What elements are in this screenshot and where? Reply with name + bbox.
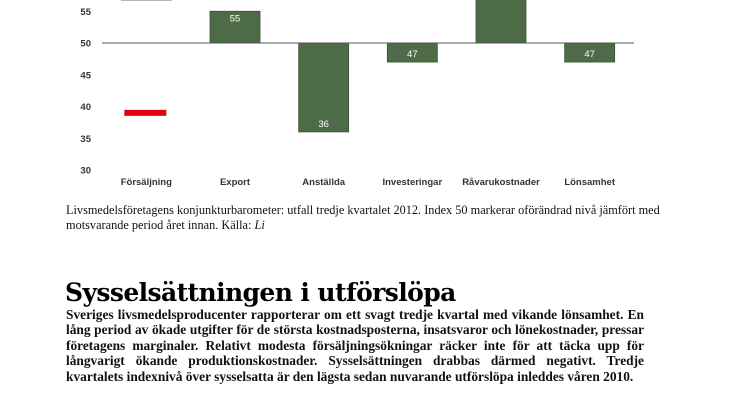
caption-text: Livsmedelsföretagens konjunkturbarometer: utfall tredje kvartalet 2012. Index 50 markerar oförändrad nivå jämfört med motsvarande period året innan. Källa: [66, 203, 660, 232]
bar-4 [476, 0, 526, 43]
x-category-label-4: Råvarukostnader [462, 177, 540, 188]
chart-caption [66, 203, 666, 233]
bar-value-label-1: 55 [229, 13, 241, 25]
article-body: Sveriges livsmedelsproducenter rapporterar om ett svagt tredje kvartal med vikande lönsamhet. En lång period av ökade utgifter för de största kostnadsposterna, insatsvaror och lönekostnader, pressar företagens marginaler. Relativt modesta försäljningsökningar räcker inte för att täcka upp för långvarigt ökande produktionskostnader. Sysselsättningen drabbas därmed negativt. Tredje kvartalets indexnivå över sysselsatta är den lägsta sedan nuvarande utförslöpa inleddes våren 2010. [66, 307, 644, 384]
bar-top-label-0: 57 [141, 2, 152, 13]
article-heading: Sysselsättningen i utförslöpa [65, 278, 456, 307]
y-tick-label-4: 50 [80, 38, 91, 50]
x-category-label-1: Export [219, 177, 251, 188]
caption-source: Li [254, 218, 265, 232]
x-category-label-2: Anställda [302, 177, 346, 188]
bar-marker-0 [124, 110, 166, 116]
y-tick-label-3: 45 [80, 70, 91, 82]
y-tick-label-5: 55 [80, 6, 91, 18]
x-category-label-3: Investeringar [382, 177, 443, 188]
bar-value-label-2: 36 [318, 118, 329, 130]
y-tick-label-2: 40 [80, 102, 91, 113]
y-tick-label-0: 30 [80, 165, 91, 177]
index-bar-chart [0, 0, 746, 200]
y-tick-label-1: 35 [80, 133, 91, 145]
x-category-label-0: Försäljning [120, 177, 172, 188]
bar-value-label-5: 47 [584, 49, 595, 61]
bar-value-label-3: 47 [407, 49, 418, 61]
x-category-label-5: Lönsamhet [564, 177, 616, 188]
